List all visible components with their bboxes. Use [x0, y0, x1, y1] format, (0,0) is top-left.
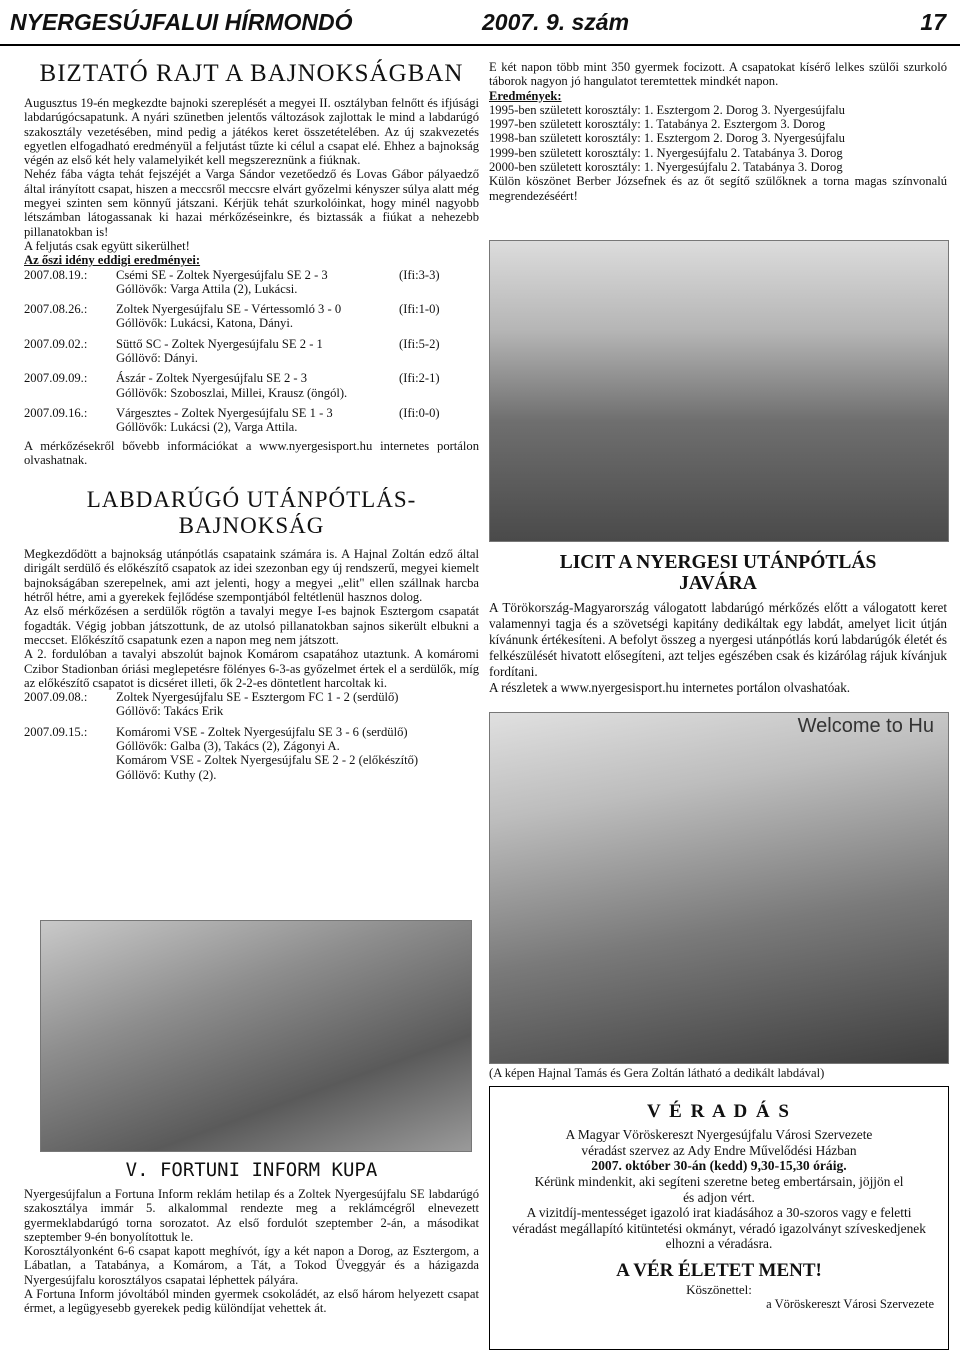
tournament-paragraph: E két napon több mint 350 gyermek focizott. A csapatokat kísérő lelkes szülői szurkoló táborok nagyon jó hangulatot teremtettek mindkét napon.	[489, 60, 947, 89]
article4-paragraph: A Törökország-Magyarország válogatott labdarúgó mérkőzés előtt a válogatott keret valamennyi tagja és a szövetségi kapitány dedikáltak egy labdát, amelyet licit útján kívánunk értékesíteni. A befolyt összeg a nyergesi utánpótlás korú labdarúgók életét és felkészülését hivatott elősegíteni, azt teljes egészében csak és kizárólag rájuk kívánjuk fordítani.	[489, 600, 947, 679]
blood-donation-request: Kérünk mindenkit, aki segíteni szeretne beteg embertársain, jöjjön el és adjon vért.	[534, 1174, 904, 1205]
results-list	[24, 268, 479, 435]
tournament-results	[489, 103, 947, 174]
team-photo	[40, 920, 472, 1152]
article3-paragraph: Korosztályonként 6-6 csapat kapott meghívót, így a két napon a Dorog, az Esztergom, a Lábatlan, a Tatabánya, a Komárom, a Tát, a Tokod Üveggyár és a házigazda Nyergesújfalu korosztályos csapatai léphettek pályára.	[24, 1244, 479, 1287]
list-item: 2000-ben született korosztály: 1. Nyergesújfalu 2. Tatabánya 3. Dorog	[489, 160, 843, 175]
publication-name: NYERGESÚJFALUI HÍRMONDÓ	[10, 9, 353, 35]
list-item: 1997-ben született korosztály: 1. Tatabánya 2. Esztergom 3. Dorog	[489, 117, 826, 132]
article1-footer: A mérkőzésekről bővebb információkat a www.nyergesisport.hu internetes portálon olvashatnak.	[24, 438, 479, 467]
article3	[24, 1160, 479, 1316]
list-item: 2007.09.02.: Süttő SC - Zoltek Nyergesújfalu SE 2 - 1 (Ifi:5-2) Góllövő: Dányi.	[24, 336, 440, 366]
right-column	[489, 60, 947, 203]
list-item: 2007.09.16.: Várgesztes - Zoltek Nyergesújfalu SE 1 - 3 (Ifi:0-0) Góllövők: Lukácsi (2), Varga Attila.	[24, 405, 440, 435]
article3-paragraph: Nyergesújfalun a Fortuna Inform reklám hetilap és a Zoltek Nyergesújfalu SE labdarúgó szakosztálya immár 5. alkalommal rendezte meg a reklámcégről elnevezett gyermeklabdarúgó torna sorozatot. Az első fordulót szeptember 2-án, a másodikat szeptember 9-én bonyolítottuk le.	[24, 1187, 479, 1244]
article4	[489, 552, 947, 696]
photo-caption: (A képen Hajnal Tamás és Gera Zoltán látható a dedikált labdával)	[489, 1066, 825, 1080]
photo-banner-text: Welcome to Hu	[797, 715, 934, 737]
list-item: 1998-ban született korosztály: 1. Esztergom 2. Dorog 3. Nyergesújfalu	[489, 131, 845, 146]
page-header	[0, 0, 960, 46]
tournament-photo	[489, 240, 949, 542]
list-item: 2007.08.19.: Csémi SE - Zoltek Nyergesújfalu SE 2 - 3 (Ifi:3-3) Góllövők: Varga Attila (2), Lukácsi.	[24, 267, 440, 296]
tournament-thanks: Külön köszönet Berber Józsefnek és az őt segítő szülőknek a torna magas színvonalú megrendezéséért!	[489, 174, 947, 203]
issue-number: 2007. 9. szám	[482, 9, 630, 35]
players-photo	[489, 712, 949, 1064]
blood-donation-venue: véradást szervez az Ady Endre Művelődési Házban	[581, 1142, 857, 1158]
list-item: 2007.09.08.: Zoltek Nyergesújfalu SE - Esztergom FC 1 - 2 (serdülő) Góllövő: Takács Erik	[24, 690, 399, 719]
list-item: 1995-ben született korosztály: 1. Esztergom 2. Dorog 3. Nyergesújfalu	[489, 102, 845, 117]
tournament-results-heading: Eredmények:	[489, 88, 562, 103]
page-number: 17	[920, 9, 946, 35]
blood-donation-org: A Magyar Vöröskereszt Nyergesújfalu Városi Szervezete	[565, 1127, 873, 1142]
blood-donation-date: 2007. október 30-án (kedd) 9,30-15,30 óráig.	[591, 1158, 847, 1173]
list-item: Komárom VSE - Zoltek Nyergesújfalu SE 2 - 2 (előkészítő) Góllövő: Kuthy (2).	[116, 753, 419, 782]
article2-paragraph: Az első mérkőzésen a serdülők rögtön a tavalyi megye I-es bajnok Esztergom csapatát fogadták. Végig jobban játszottunk, de az utolsó pillanatokban sajnos sikerült elbukni a meccset. Előkészítő csapatunk ezen a napon meg nem játszott.	[24, 604, 479, 647]
blood-donation-box	[489, 1086, 949, 1350]
article2-paragraph: Megkezdődött a bajnokság utánpótlás csapataink számára is. A Hajnal Zoltán edző által dirigált serdülő és előkészítő csapatok az idei szezonban egy új rendszerű, megyei kiemelt bajnokságában szerepelnek, ami azt jelenti, hogy a megyei „elit" ellen szállnak harcba hétről hétre, ami a gyerekek fejlődése szempontjából feltétlenül hasznos dolog.	[24, 547, 479, 605]
article1-paragraph: Augusztus 19-én megkezdte bajnoki szereplését a megyei II. osztályban felnőtt és ifjúsági labdarúgócsapatunk. A nyári szünetben jelentős változások zajlottak le mind a labdarúgó szakosztály vezetésében, mind pedig a játékos keret összetételében. Az új szakvezetés egyetlen elfogadható eredményül a feljutást tűzte ki célul a csapat elé. Ehhez a bajnokság végén az első két hely valamelyikét kell megszereznünk a fiúknak.	[24, 96, 479, 168]
article3-paragraph: A Fortuna Inform jóvoltából minden gyermek csokoládét, az első három helyezett csapat érmet, a legügyesebb gyerekek pedig különdíjat vehettek át.	[24, 1287, 479, 1316]
list-item: 1999-ben született korosztály: 1. Nyergesújfalu 2. Tatabánya 3. Dorog	[489, 145, 843, 160]
article3-title: V. FORTUNI INFORM KUPA	[125, 1159, 378, 1181]
blood-donation-thanks: Köszönettel:	[686, 1281, 752, 1297]
article2-paragraph: A 2. fordulóban a tavalyi abszolút bajnok Komárom csapatához utaztunk. A komáromi Czibor Stadionban óriási meglepetésre fölényes 6-3-as győzelmet értek el a serdülők, míg az előkészítő csapatot is dicséret illeti, ők 2-2-es döntetlent harcoltak ki.	[24, 647, 479, 690]
article1-title: BIZTATÓ RAJT A BAJNOKSÁGBAN	[39, 60, 464, 87]
article1-paragraph: A feljutás csak együtt sikerülhet!	[24, 238, 190, 253]
blood-donation-title: V É R A D Á S	[647, 1101, 791, 1122]
article4-paragraph: A részletek a www.nyergesisport.hu internetes portálon olvashatóak.	[489, 680, 851, 695]
article4-title: LICIT A NYERGESI UTÁNPÓTLÁS JAVÁRA	[559, 552, 877, 594]
list-item: 2007.09.15.: Komáromi VSE - Zoltek Nyergesújfalu SE 3 - 6 (serdülő) Góllövők: Galba (3), Takács (2), Zágonyi A.	[24, 724, 408, 753]
blood-donation-signature: a Vöröskereszt Városi Szervezete	[766, 1296, 934, 1311]
article1-paragraph: Nehéz fába vágta tehát fejszéjét a Varga Sándor vezetőedző és Lovas Gábor pályaedző által irányított csapat, hiszen a meccsről meccsre elvárt győzelmi kényszer súlya alatt még megyei szinten sem könnyű játszani. Kérjük tehát szurkolóinkat, hogy minél nagyobb létszámban látogassanak ki hazai mérkőzéseinkre, és biztassák a fiúkat a nehezebb pillanatokban is!	[24, 167, 479, 239]
left-column	[24, 60, 479, 782]
youth-results-list	[24, 690, 479, 782]
blood-donation-note: A vizitdíj-mentességet igazoló irat kiadásához a 30-szoros vagy e feletti véradást megállapító kitüntetési okmányt, véradó igazolványt szíveskedjenek elhozni a véradásra.	[512, 1205, 926, 1251]
results-heading: Az őszi idény eddigi eredményei:	[24, 253, 201, 268]
list-item: 2007.08.26.: Zoltek Nyergesújfalu SE - Vértessomló 3 - 0 (Ifi:1-0) Góllövők: Lukácsi, Katona, Dányi.	[24, 302, 440, 331]
blood-donation-slogan: A VÉR ÉLETET MENT!	[616, 1259, 822, 1281]
list-item: 2007.09.09.: Ászár - Zoltek Nyergesújfalu SE 2 - 3 (Ifi:2-1) Góllövők: Szoboszlai, Millei, Krausz (öngól).	[24, 371, 440, 400]
article2-title: LABDARÚGÓ UTÁNPÓTLÁS- BAJNOKSÁG	[86, 487, 417, 539]
